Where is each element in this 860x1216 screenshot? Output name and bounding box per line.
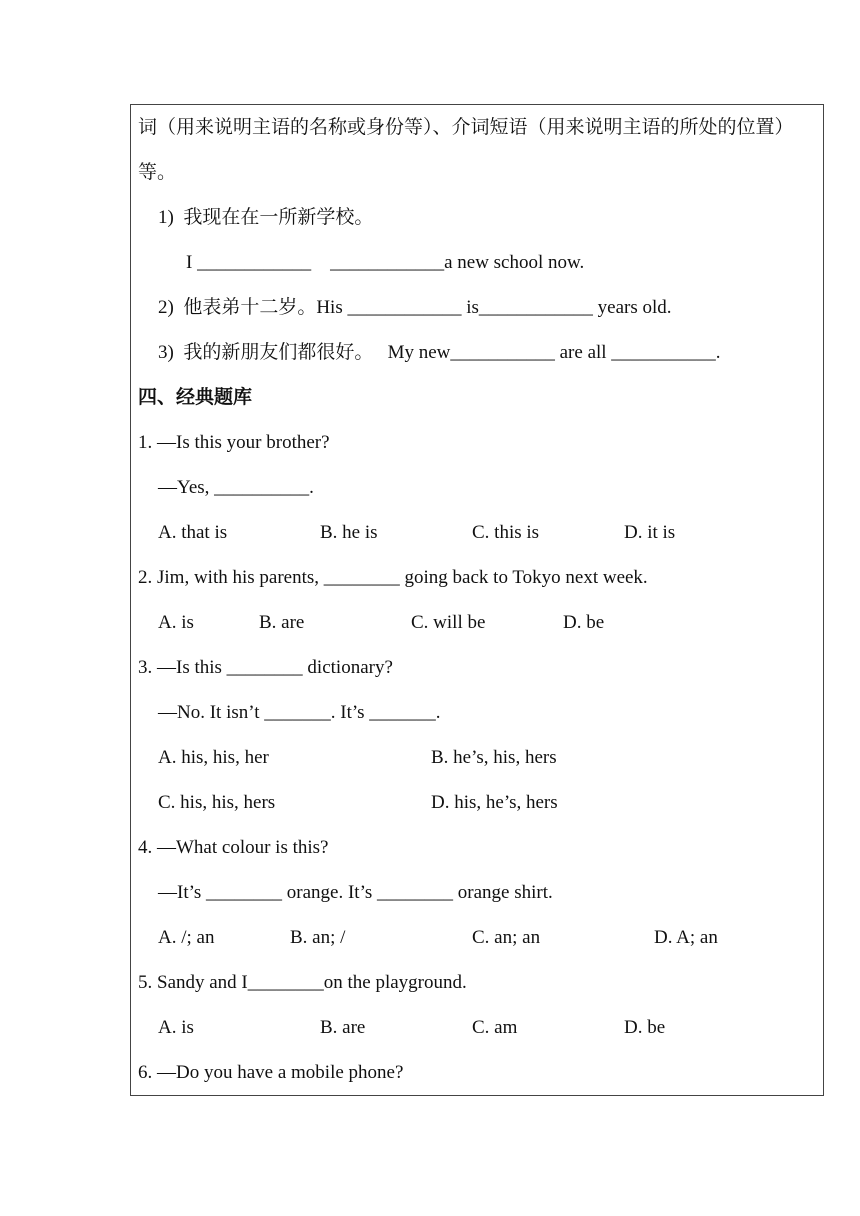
question-5-option-b: B. are [320, 1017, 366, 1038]
question-2-option-d: D. be [563, 612, 605, 633]
question-5-option-c: C. am [472, 1017, 518, 1038]
translation-1-answer: I ____________ ____________a new school now. [186, 252, 585, 273]
question-5-option-a: A. is [158, 1017, 194, 1038]
question-3-option-d: D. his, he’s, hers [431, 792, 558, 813]
question-1-stem: 1. —Is this your brother? [138, 432, 330, 453]
question-2-stem: 2. Jim, with his parents, ________ going back to Tokyo next week. [138, 567, 648, 588]
translation-2: 2) 他表弟十二岁。His ____________ is____________ years old. [158, 297, 672, 318]
question-4-stem: 4. —What colour is this? [138, 837, 329, 858]
translation-1-prompt: 1) 我现在在一所新学校。 [158, 207, 374, 228]
question-5-option-d: D. be [624, 1017, 666, 1038]
question-1-option-a: A. that is [158, 522, 228, 543]
question-3-stem: 3. —Is this ________ dictionary? [138, 657, 393, 678]
question-3-sub: —No. It isn’t _______. It’s _______. [158, 702, 441, 723]
question-1-option-c: C. this is [472, 522, 540, 543]
question-2-option-a: A. is [158, 612, 194, 633]
question-2-option-c: C. will be [411, 612, 486, 633]
section-title: 四、经典题库 [138, 387, 253, 408]
intro-line-2: 等。 [138, 162, 177, 183]
intro-line-1: 词（用来说明主语的名称或身份等）、介词短语（用来说明主语的所处的位置） [138, 117, 794, 138]
question-4-option-d: D. A; an [654, 927, 718, 948]
question-1-option-b: B. he is [320, 522, 378, 543]
question-5-stem: 5. Sandy and I________on the playground. [138, 972, 467, 993]
question-4-option-c: C. an; an [472, 927, 541, 948]
question-3-option-a: A. his, his, her [158, 747, 269, 768]
question-4-option-a: A. /; an [158, 927, 215, 948]
question-4-sub: —It’s ________ orange. It’s ________ orange shirt. [158, 882, 553, 903]
question-3-option-c: C. his, his, hers [158, 792, 276, 813]
question-3-option-b: B. he’s, his, hers [431, 747, 557, 768]
question-6-stem: 6. —Do you have a mobile phone? [138, 1062, 404, 1083]
question-4-option-b: B. an; / [290, 927, 346, 948]
question-2-option-b: B. are [259, 612, 305, 633]
question-1-sub: —Yes, __________. [158, 477, 314, 498]
question-1-option-d: D. it is [624, 522, 676, 543]
translation-3: 3) 我的新朋友们都很好。 My new___________ are all ___________. [158, 342, 721, 363]
